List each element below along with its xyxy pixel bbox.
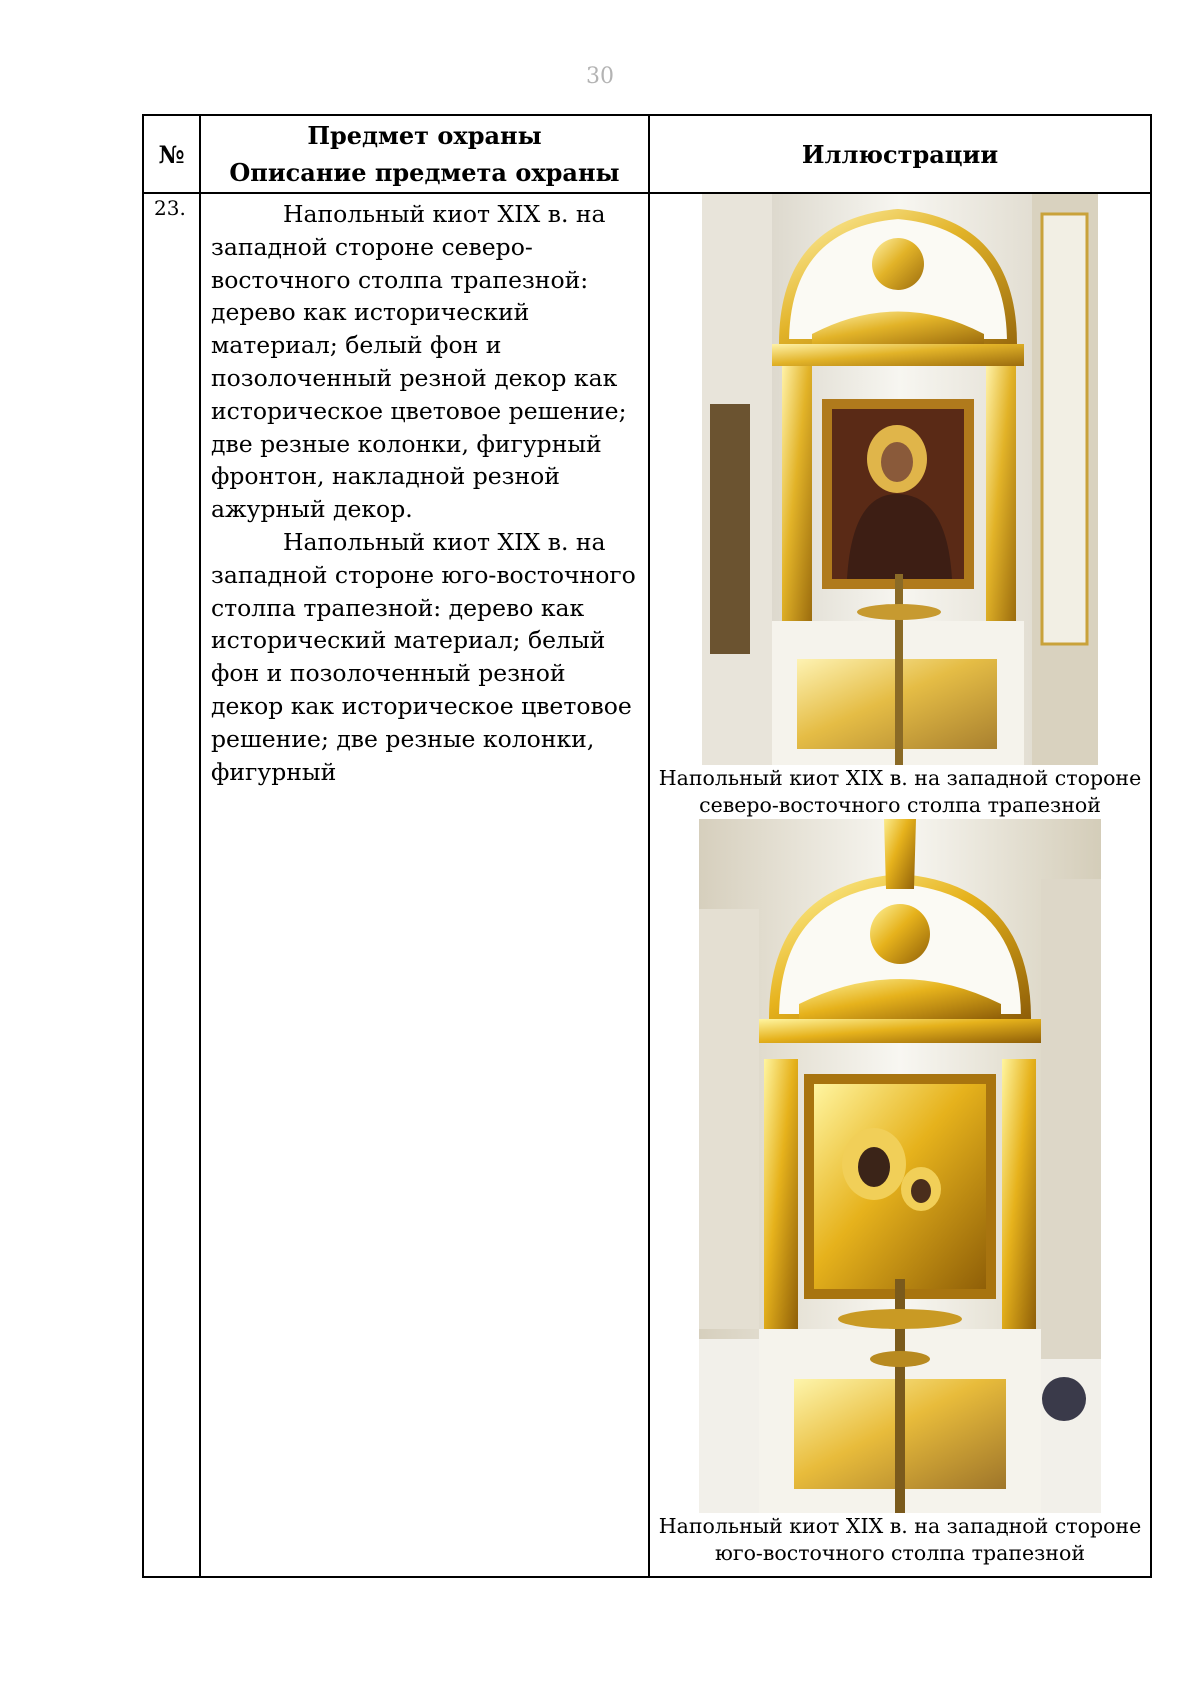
header-subject-description: Описание предмета охраны [229, 158, 620, 187]
row-illustrations [649, 193, 1151, 1577]
page-number: 30 [586, 64, 614, 89]
protection-subject-table [142, 114, 1152, 1578]
kiot-northeast-photo [702, 194, 1098, 765]
description-paragraph: Напольный киот XIX в. на западной стороне юго-восточного столпа трапезной: дерево как исторический материал; белый фон и позолоченный резной декор как историческое цветовое решение; две резные колонки, фигурный [211, 527, 636, 786]
caption-line: северо-восточного столпа трапезной [699, 793, 1101, 817]
kiot-southeast-photo [699, 819, 1101, 1513]
header-subject [200, 115, 649, 193]
illustration-caption [650, 1513, 1150, 1567]
row-description [200, 193, 649, 1577]
caption-line: Напольный киот XIX в. на западной стороне [658, 1514, 1142, 1538]
caption-line: Напольный киот XIX в. на западной стороне [658, 766, 1142, 790]
row-number: 23. [143, 193, 200, 1577]
caption-line: юго-восточного столпа трапезной [715, 1541, 1085, 1565]
table-header-row [143, 115, 1151, 193]
header-number: № [143, 115, 200, 193]
header-illustrations: Иллюстрации [649, 115, 1151, 193]
table-row [143, 193, 1151, 1577]
description-paragraph: Напольный киот XIX в. на западной стороне северо-восточного столпа трапезной: дерево как исторический материал; белый фон и позолоченный резной декор как историческое цветовое решение; две резные колонки, фигурный фронтон, накладной резной ажурный декор. [211, 200, 627, 524]
illustration-caption [650, 765, 1150, 819]
header-subject-title: Предмет охраны [307, 121, 542, 150]
